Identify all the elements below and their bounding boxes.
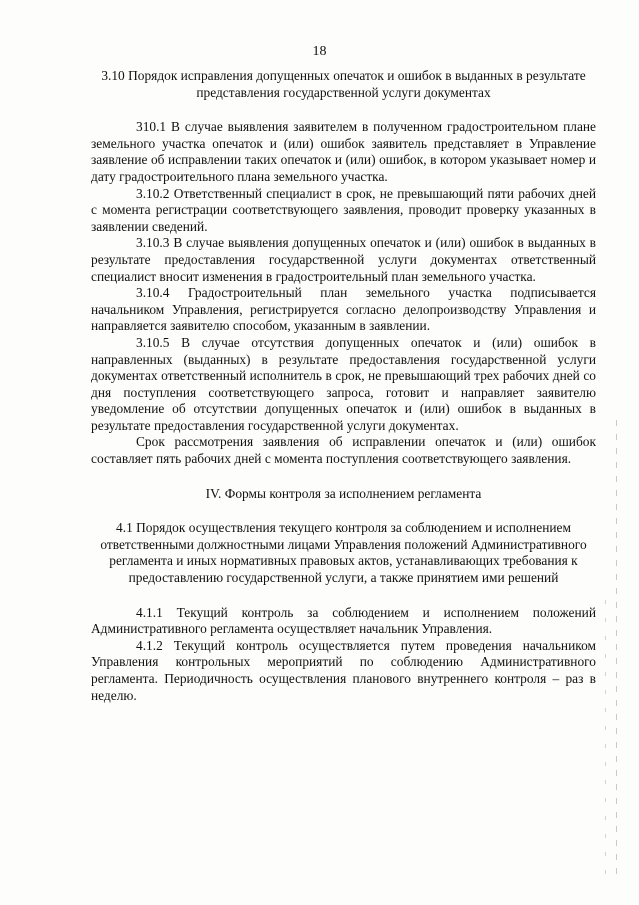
paragraph-4-1-2: 4.1.2 Текущий контроль осуществляется путем проведения начальником Управления контрольных мероприятий по соблюдению Административного регламента. Периодичность осуществления планового внутреннего контроля – раз в неделю. <box>91 637 596 703</box>
section-3-10-heading: 3.10 Порядок исправления допущенных опечаток и ошибок в выданных в результате представления государственной услуги документах <box>101 68 586 100</box>
page-number: 18 <box>312 44 327 59</box>
paragraph-review-term: Срок рассмотрения заявления об исправлении опечаток и (или) ошибок составляет пять рабочих дней с момента поступления соответствующего заявления. <box>91 434 596 467</box>
paragraph-3-10-1: 310.1 В случае выявления заявителем в полученном градостроительном плане земельного участка опечаток и (или) ошибок заявитель представляет в Управление заявление об исправлении таких опечаток и (или) ошибок, в котором указывает номер и дату градостроительного плана земельного участка. <box>91 119 596 184</box>
scan-artifact-line <box>605 600 606 880</box>
spacer <box>91 101 596 119</box>
paragraph-4-1-1: 4.1.1 Текущий контроль за соблюдением и исполнением положений Административного регламента осуществляет начальник Управления. <box>91 604 596 637</box>
section-iv-title: IV. Формы контроля за исполнением регламента <box>205 485 482 501</box>
scan-artifact-line <box>616 420 617 880</box>
spacer <box>91 468 596 486</box>
spacer <box>91 587 596 605</box>
paragraph-3-10-3: 3.10.3 В случае выявления допущенных опечаток и (или) ошибок в выданных в результате предоставления государственной услуги документах ответственный специалист вносит изменения в градостроительный план земельного участка. <box>91 235 596 284</box>
section-4-1-subheading: 4.1 Порядок осуществления текущего контроля за соблюдением и исполнением ответственными должностными лицами Управления положений Административного регламента и иных нормативных правовых актов, устанавливающих требования к предоставлению государственной услуги, а также принятием ими решений <box>100 520 587 586</box>
spacer <box>91 502 596 520</box>
paragraph-3-10-5: 3.10.5 В случае отсутствия допущенных опечаток и (или) ошибок в направленных (выданных) в результате предоставления государственной услуги документах ответственный исполнитель в срок, не превышающий трех рабочих дней со дня поступления соответствующего запроса, готовит и направляет заявителю уведомление об отсутствии допущенных опечаток и (или) ошибок в выданных в результате предоставления государственной услуги документах. <box>91 334 596 433</box>
paragraph-3-10-2: 3.10.2 Ответственный специалист в срок, не превышающий пяти рабочих дней с момента регистрации соответствующего заявления, проводит проверку указанных в заявлении сведений. <box>91 185 596 234</box>
document-body <box>91 68 596 704</box>
paragraph-3-10-4: 3.10.4 Градостроительный план земельного участка подписывается начальником Управления, регистрируется согласно делопроизводству Управления и направляется заявителю способом, указанным в заявлении. <box>91 285 596 334</box>
